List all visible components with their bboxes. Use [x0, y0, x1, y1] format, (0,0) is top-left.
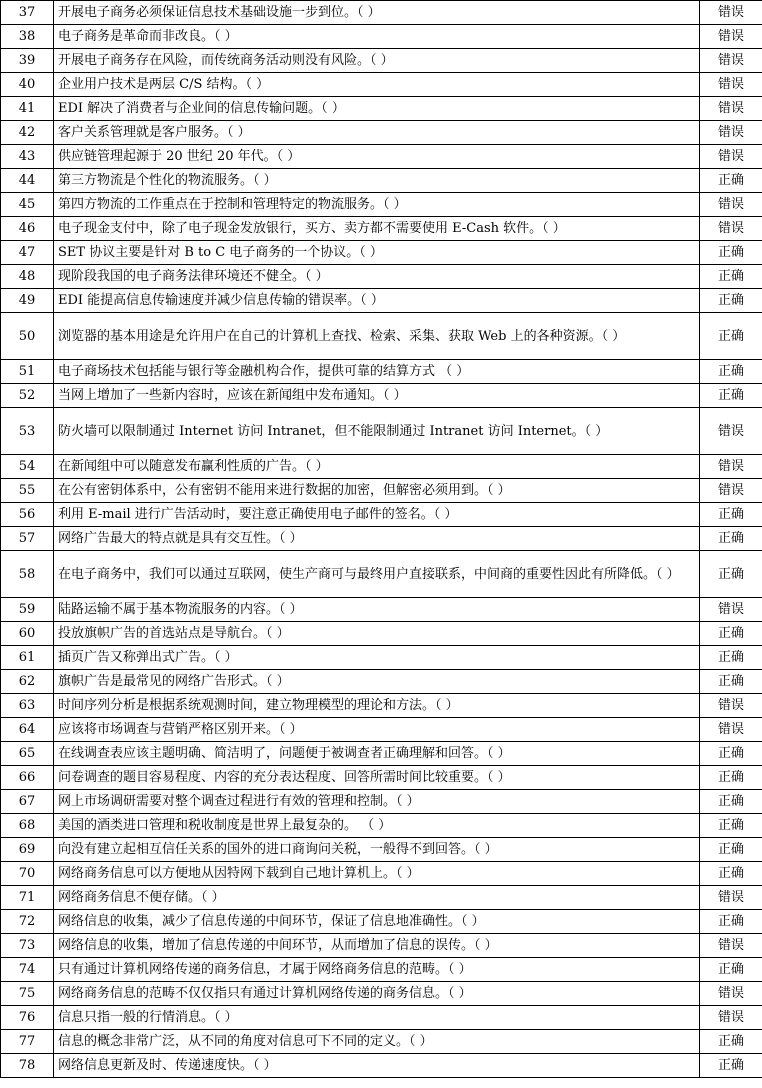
question-text: 客户关系管理就是客户服务。（ ）	[54, 121, 700, 145]
answer-cell: 正确	[700, 265, 762, 289]
table-row	[1, 670, 762, 694]
answer-cell: 正确	[700, 670, 762, 694]
question-number: 40	[1, 73, 54, 97]
answer-cell: 正确	[700, 790, 762, 814]
answer-cell: 错误	[700, 479, 762, 503]
answer-cell: 错误	[700, 145, 762, 169]
table-row	[1, 384, 762, 408]
question-text: 现阶段我国的电子商务法律环境还不健全。（ ）	[54, 265, 700, 289]
answer-cell: 正确	[700, 742, 762, 766]
question-text: 网络商务信息的范畴不仅仅指只有通过计算机网络传递的商务信息。（ ）	[54, 982, 700, 1006]
question-text: 开展电子商务必须保证信息技术基础设施一步到位。（ ）	[54, 1, 700, 25]
question-text: 电子商场技术包括能与银行等金融机构合作，提供可靠的结算方式 （ ）	[54, 360, 700, 384]
answer-cell: 正确	[700, 169, 762, 193]
question-text: 向没有建立起相互信任关系的国外的进口商询问关税，一般得不到回答。（ ）	[54, 838, 700, 862]
question-number: 52	[1, 384, 54, 408]
question-number: 75	[1, 982, 54, 1006]
question-number: 57	[1, 527, 54, 551]
question-text: 开展电子商务存在风险，而传统商务活动则没有风险。（ ）	[54, 49, 700, 73]
answer-cell: 正确	[700, 384, 762, 408]
question-text: 利用 E-mail 进行广告活动时，要注意正确使用电子邮件的签名。（ ）	[54, 503, 700, 527]
question-number: 37	[1, 1, 54, 25]
question-number: 48	[1, 265, 54, 289]
table-row	[1, 598, 762, 622]
answer-cell: 正确	[700, 360, 762, 384]
table-row	[1, 622, 762, 646]
question-text: 网上市场调研需要对整个调查过程进行有效的管理和控制。（ ）	[54, 790, 700, 814]
answer-cell: 错误	[700, 455, 762, 479]
answer-cell: 正确	[700, 862, 762, 886]
answer-cell: 正确	[700, 838, 762, 862]
answer-cell: 正确	[700, 622, 762, 646]
question-number: 61	[1, 646, 54, 670]
question-number: 55	[1, 479, 54, 503]
question-number: 78	[1, 1054, 54, 1078]
question-number: 74	[1, 958, 54, 982]
question-number: 50	[1, 313, 54, 360]
table-row	[1, 1030, 762, 1054]
question-text: 网络信息更新及时、传递速度快。（ ）	[54, 1054, 700, 1078]
question-text: 电子商务是革命而非改良。（ ）	[54, 25, 700, 49]
question-number: 53	[1, 408, 54, 455]
question-text: 旗帜广告是最常见的网络广告形式。（ ）	[54, 670, 700, 694]
table-row	[1, 360, 762, 384]
question-number: 58	[1, 551, 54, 598]
question-number: 38	[1, 25, 54, 49]
answer-cell: 错误	[700, 97, 762, 121]
question-number: 41	[1, 97, 54, 121]
question-number: 44	[1, 169, 54, 193]
question-number: 59	[1, 598, 54, 622]
question-text: 浏览器的基本用途是允许用户在自己的计算机上查找、检索、采集、获取 Web 上的各种资源。（ ）	[54, 313, 700, 360]
question-number: 42	[1, 121, 54, 145]
question-text: 在电子商务中，我们可以通过互联网，使生产商可与最终用户直接联系，中间商的重要性因此有所降低。（ ）	[54, 551, 700, 598]
table-row	[1, 121, 762, 145]
question-number: 51	[1, 360, 54, 384]
answer-cell: 错误	[700, 73, 762, 97]
table-row	[1, 790, 762, 814]
question-number: 70	[1, 862, 54, 886]
table-row	[1, 217, 762, 241]
answer-cell: 错误	[700, 408, 762, 455]
question-number: 45	[1, 193, 54, 217]
question-text: 网络广告最大的特点就是具有交互性。（ ）	[54, 527, 700, 551]
question-number: 43	[1, 145, 54, 169]
table-row	[1, 73, 762, 97]
question-text: 应该将市场调查与营销严格区别开来。（ ）	[54, 718, 700, 742]
question-number: 49	[1, 289, 54, 313]
question-text: EDI 解决了消费者与企业间的信息传输问题。（ ）	[54, 97, 700, 121]
question-text: 网络商务信息不便存储。（ ）	[54, 886, 700, 910]
question-text: 网络信息的收集，减少了信息传递的中间环节，保证了信息地准确性。（ ）	[54, 910, 700, 934]
answer-cell: 错误	[700, 598, 762, 622]
question-text: 投放旗帜广告的首选站点是导航台。（ ）	[54, 622, 700, 646]
question-text: 只有通过计算机网络传递的商务信息，才属于网络商务信息的范畴。（ ）	[54, 958, 700, 982]
question-text: 信息的概念非常广泛，从不同的角度对信息可下不同的定义。（ ）	[54, 1030, 700, 1054]
question-text: 第三方物流是个性化的物流服务。（ ）	[54, 169, 700, 193]
answer-cell: 错误	[700, 121, 762, 145]
table-row	[1, 982, 762, 1006]
question-text: 企业用户技术是两层 C/S 结构。（ ）	[54, 73, 700, 97]
table-row	[1, 910, 762, 934]
question-number: 71	[1, 886, 54, 910]
question-text: 第四方物流的工作重点在于控制和管理特定的物流服务。（ ）	[54, 193, 700, 217]
answer-cell: 正确	[700, 1030, 762, 1054]
question-number: 47	[1, 241, 54, 265]
question-text: SET 协议主要是针对 B to C 电子商务的一个协议。（ ）	[54, 241, 700, 265]
answer-cell: 错误	[700, 886, 762, 910]
table-row	[1, 1054, 762, 1078]
answer-cell: 错误	[700, 694, 762, 718]
question-text: 信息只指一般的行情消息。（ ）	[54, 1006, 700, 1030]
table-row	[1, 814, 762, 838]
answer-cell: 正确	[700, 241, 762, 265]
question-number: 63	[1, 694, 54, 718]
table-row	[1, 455, 762, 479]
answer-cell: 错误	[700, 718, 762, 742]
table-row	[1, 742, 762, 766]
question-number: 68	[1, 814, 54, 838]
answer-cell: 正确	[700, 814, 762, 838]
table-row	[1, 766, 762, 790]
question-text: 在线调查表应该主题明确、简洁明了，问题便于被调查者正确理解和回答。（ ）	[54, 742, 700, 766]
table-row	[1, 408, 762, 455]
table-row	[1, 503, 762, 527]
question-number: 64	[1, 718, 54, 742]
question-number: 72	[1, 910, 54, 934]
answer-cell: 错误	[700, 217, 762, 241]
answer-cell: 正确	[700, 527, 762, 551]
table-row	[1, 145, 762, 169]
question-text: 网络信息的收集，增加了信息传递的中间环节，从而增加了信息的误传。（ ）	[54, 934, 700, 958]
question-number: 73	[1, 934, 54, 958]
answer-cell: 错误	[700, 1, 762, 25]
answer-cell: 正确	[700, 646, 762, 670]
answer-cell: 错误	[700, 49, 762, 73]
table-row	[1, 694, 762, 718]
question-number: 39	[1, 49, 54, 73]
answer-cell: 错误	[700, 934, 762, 958]
question-number: 69	[1, 838, 54, 862]
question-text: 电子现金支付中，除了电子现金发放银行，买方、卖方都不需要使用 E-Cash 软件。（ ）	[54, 217, 700, 241]
table-row	[1, 193, 762, 217]
table-row	[1, 479, 762, 503]
question-number: 60	[1, 622, 54, 646]
answer-cell: 正确	[700, 1054, 762, 1078]
question-number: 76	[1, 1006, 54, 1030]
question-text: 在公有密钥体系中，公有密钥不能用来进行数据的加密，但解密必须用到。（ ）	[54, 479, 700, 503]
question-text: 供应链管理起源于 20 世纪 20 年代。（ ）	[54, 145, 700, 169]
question-text: 时间序列分析是根据系统观测时间，建立物理模型的理论和方法。（ ）	[54, 694, 700, 718]
answer-cell: 正确	[700, 313, 762, 360]
question-text: 美国的酒类进口管理和税收制度是世界上最复杂的。 （ ）	[54, 814, 700, 838]
table-row	[1, 838, 762, 862]
question-number: 67	[1, 790, 54, 814]
answer-cell: 正确	[700, 551, 762, 598]
table-row	[1, 241, 762, 265]
question-text: EDI 能提高信息传输速度并减少信息传输的错误率。（ ）	[54, 289, 700, 313]
question-text: 陆路运输不属于基本物流服务的内容。（ ）	[54, 598, 700, 622]
answer-cell: 错误	[700, 1006, 762, 1030]
table-row	[1, 169, 762, 193]
table-row	[1, 551, 762, 598]
question-number: 65	[1, 742, 54, 766]
question-text: 网络商务信息可以方便地从因特网下载到自己地计算机上。（ ）	[54, 862, 700, 886]
answer-cell: 正确	[700, 910, 762, 934]
table-row	[1, 527, 762, 551]
answer-cell: 正确	[700, 958, 762, 982]
table-row	[1, 265, 762, 289]
table-row	[1, 313, 762, 360]
answer-cell: 错误	[700, 25, 762, 49]
question-number: 62	[1, 670, 54, 694]
table-row	[1, 1, 762, 25]
table-row	[1, 97, 762, 121]
table-row	[1, 862, 762, 886]
question-number: 46	[1, 217, 54, 241]
question-text: 防火墙可以限制通过 Internet 访问 Intranet，但不能限制通过 Intranet 访问 Internet。（ ）	[54, 408, 700, 455]
table-row	[1, 718, 762, 742]
question-number: 56	[1, 503, 54, 527]
answer-cell: 正确	[700, 503, 762, 527]
table-row	[1, 1006, 762, 1030]
answer-cell: 正确	[700, 289, 762, 313]
question-number: 54	[1, 455, 54, 479]
table-row	[1, 886, 762, 910]
answer-cell: 错误	[700, 982, 762, 1006]
answer-cell: 错误	[700, 193, 762, 217]
question-text: 当网上增加了一些新内容时，应该在新闻组中发布通知。（ ）	[54, 384, 700, 408]
table-row	[1, 934, 762, 958]
question-number: 77	[1, 1030, 54, 1054]
question-text: 插页广告又称弹出式广告。（ ）	[54, 646, 700, 670]
table-row	[1, 289, 762, 313]
question-number: 66	[1, 766, 54, 790]
table-row	[1, 958, 762, 982]
table-row	[1, 49, 762, 73]
question-text: 在新闻组中可以随意发布赢利性质的广告。（ ）	[54, 455, 700, 479]
table-row	[1, 25, 762, 49]
table-row	[1, 646, 762, 670]
question-text: 问卷调查的题目容易程度、内容的充分表达程度、回答所需时间比较重要。（ ）	[54, 766, 700, 790]
table-body	[1, 1, 762, 1078]
answer-cell: 正确	[700, 766, 762, 790]
